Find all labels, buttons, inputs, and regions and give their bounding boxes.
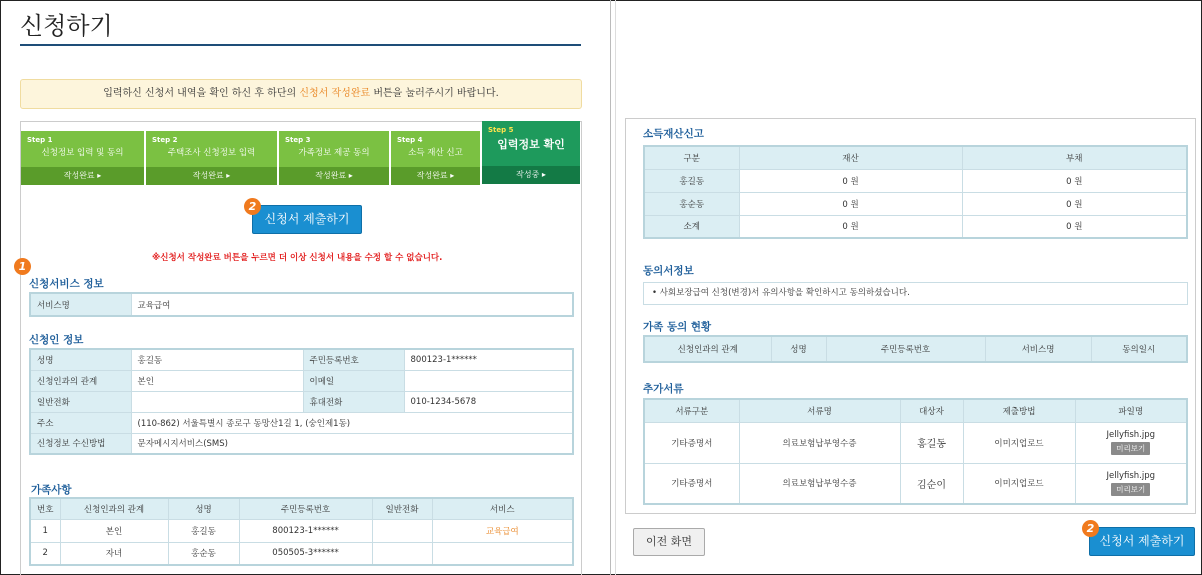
label: 신청정보 수신방법: [30, 433, 131, 454]
applicant-rrn: 800123-1******: [404, 349, 573, 370]
service-info-title: 신청서비스 정보: [29, 278, 104, 290]
docs-title: 추가서류: [643, 383, 684, 395]
family-title: 가족사항: [31, 484, 72, 496]
applicant-address: (110-862) 서울특별시 종로구 동망산1길 1, (숭인제1동): [131, 412, 573, 433]
applicant-mobile: 010-1234-5678: [404, 391, 573, 412]
cell: 1: [30, 519, 60, 542]
step-status: 작성완료 ▸: [391, 167, 480, 185]
column-header: 서류구분: [644, 399, 739, 422]
applicant-email: [404, 370, 573, 391]
cell: 0 원: [962, 215, 1187, 238]
submit-application-button[interactable]: 신청서 제출하기: [252, 205, 362, 234]
cell: 0 원: [739, 169, 962, 192]
column-header: 서류명: [739, 399, 900, 422]
cell: 의료보험납부영수증: [739, 463, 900, 504]
step-number: Step 5: [488, 126, 514, 134]
file-name: Jellyfish.jpg: [1106, 470, 1155, 481]
step-number: Step 2: [152, 136, 178, 144]
table-row: [644, 169, 1187, 192]
column-header: 번호: [30, 498, 60, 519]
step-number: Step 3: [285, 136, 311, 144]
column-header: 일반전화: [372, 498, 432, 519]
notice-highlight: 신청서 작성완료: [299, 88, 371, 99]
label: 이메일: [303, 370, 404, 391]
submit-application-button[interactable]: 신청서 제출하기: [1089, 527, 1195, 556]
label: 일반전화: [30, 391, 131, 412]
docs-table: [643, 398, 1188, 505]
cell: 자녀: [60, 542, 168, 565]
step-status: 작성완료 ▸: [21, 167, 144, 185]
family-consent-table: [643, 335, 1188, 363]
column-header: 파일명: [1075, 399, 1187, 422]
table-row: [644, 215, 1187, 238]
family-consent-title: 가족 동의 현황: [643, 321, 712, 333]
cell: [372, 542, 432, 565]
table-row: [30, 519, 573, 542]
cell: [432, 542, 573, 565]
cell: 홍길동: [644, 169, 739, 192]
service-info-table: [29, 292, 574, 317]
panel-divider: [610, 0, 611, 575]
applicant-phone: [131, 391, 303, 412]
callout-badge-2: 2: [244, 198, 261, 215]
cell: 의료보험납부영수증: [739, 422, 900, 463]
cell: 0 원: [962, 192, 1187, 215]
table-row: [644, 192, 1187, 215]
step-status: 작성완료 ▸: [146, 167, 277, 185]
family-table: [29, 497, 574, 566]
label: 주소: [30, 412, 131, 433]
cell: [372, 519, 432, 542]
cell: [1075, 463, 1187, 504]
step-name: 입력정보 확인: [497, 138, 565, 151]
cell: 050505-3******: [239, 542, 372, 565]
cell: 홍길동: [900, 422, 963, 463]
income-table: [643, 145, 1188, 239]
step-1: [21, 131, 144, 185]
table-row: [30, 542, 573, 565]
warning-text: ※신청서 작성완료 버튼을 누르면 더 이상 신청서 내용을 수정 할 수 없습니다.: [152, 253, 443, 263]
step-3: [279, 131, 389, 185]
column-header: 주민등록번호: [826, 336, 985, 362]
column-header: 부채: [962, 146, 1187, 169]
step-name: 주택조사 신청정보 입력: [167, 148, 256, 158]
column-header: 서비스: [432, 498, 573, 519]
column-header: 서비스명: [985, 336, 1091, 362]
cell: 기타증명서: [644, 463, 739, 504]
cell: 교육급여: [432, 519, 573, 542]
notice-text: 버튼을 눌러주시기 바랍니다.: [370, 88, 499, 99]
cell: 홍순동: [168, 542, 239, 565]
cell: 0 원: [962, 169, 1187, 192]
column-header: 신청인과의 관계: [60, 498, 168, 519]
file-name: Jellyfish.jpg: [1106, 430, 1155, 440]
cell: 이미지업로드: [963, 463, 1075, 504]
table-row: [644, 463, 1187, 504]
step-2: [146, 131, 277, 185]
applicant-relation: 본인: [131, 370, 303, 391]
cell: 본인: [60, 519, 168, 542]
notice-banner: [20, 79, 582, 109]
cell: 홍길동: [168, 519, 239, 542]
applicant-name: 홍길동: [131, 349, 303, 370]
column-header: 주민등록번호: [239, 498, 372, 519]
step-4: [391, 131, 480, 185]
table-row: [644, 422, 1187, 463]
step-number: Step 1: [27, 136, 53, 144]
step-status: 작성완료 ▸: [279, 167, 389, 185]
callout-badge-2: 2: [1082, 520, 1099, 537]
step-name: 신청정보 입력 및 동의: [41, 148, 124, 158]
page-title: 신청하기: [20, 12, 113, 40]
panel-divider: [615, 0, 616, 575]
step-number: Step 4: [397, 136, 423, 144]
label: 신청인과의 관계: [30, 370, 131, 391]
column-header: 대상자: [900, 399, 963, 422]
step-name: 가족정보 제공 동의: [298, 148, 370, 158]
applicant-info-table: [29, 348, 574, 455]
cell: 800123-1******: [239, 519, 372, 542]
column-header: 신청인과의 관계: [644, 336, 771, 362]
applicant-info-title: 신청인 정보: [29, 334, 84, 346]
cell: 0 원: [739, 192, 962, 215]
column-header: 동의일시: [1091, 336, 1187, 362]
service-name-label: 서비스명: [30, 293, 131, 316]
step-5: [482, 121, 580, 184]
column-header: 재산: [739, 146, 962, 169]
cell: 소계: [644, 215, 739, 238]
step-status: 작성중 ▸: [482, 166, 580, 184]
title-underline: [20, 44, 581, 46]
cell: 기타증명서: [644, 422, 739, 463]
consent-title: 동의서정보: [643, 265, 694, 277]
callout-badge-1: 1: [14, 258, 31, 275]
applicant-receive-method: 문자메시지서비스(SMS): [131, 433, 573, 454]
notice-text: 입력하신 신청서 내역을 확인 하신 후 하단의: [103, 88, 300, 99]
consent-text: • 사회보장급여 신청(변경)서 유의사항을 확인하시고 동의하셨습니다.: [643, 282, 1188, 305]
step-name: 소득 재산 신고: [408, 148, 463, 158]
service-name-value: 교육급여: [131, 293, 573, 316]
preview-button[interactable]: 미리보기: [1111, 442, 1150, 455]
cell: [1075, 422, 1187, 463]
preview-button[interactable]: 미리보기: [1111, 483, 1150, 496]
column-header: 제출방법: [963, 399, 1075, 422]
cell: 0 원: [739, 215, 962, 238]
label: 주민등록번호: [303, 349, 404, 370]
column-header: 성명: [771, 336, 826, 362]
column-header: 구분: [644, 146, 739, 169]
cell: 2: [30, 542, 60, 565]
label: 휴대전화: [303, 391, 404, 412]
cell: 홍순동: [644, 192, 739, 215]
previous-screen-button[interactable]: 이전 화면: [633, 528, 705, 556]
income-title: 소득재산신고: [643, 128, 704, 140]
column-header: 성명: [168, 498, 239, 519]
cell: 이미지업로드: [963, 422, 1075, 463]
cell: 김순이: [900, 463, 963, 504]
label: 성명: [30, 349, 131, 370]
